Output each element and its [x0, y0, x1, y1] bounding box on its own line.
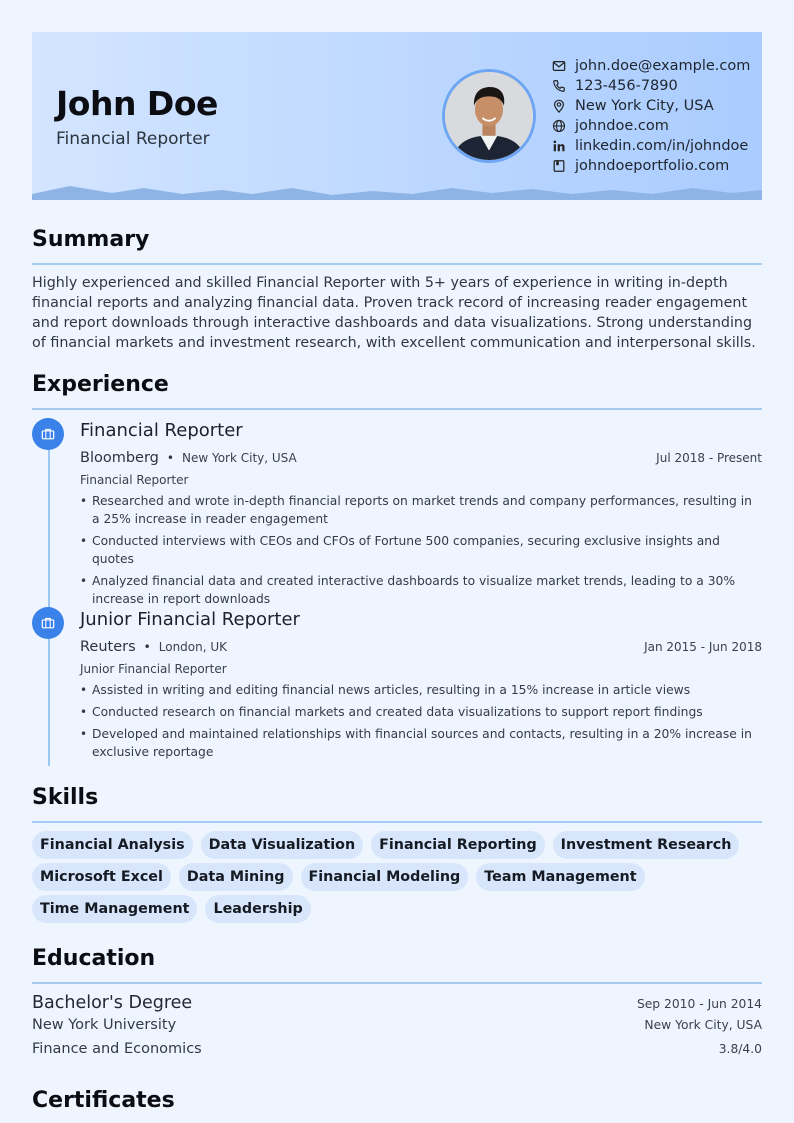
skill-chip: Time Management: [32, 895, 197, 923]
phone-icon: [552, 79, 566, 93]
skill-chip: Team Management: [476, 863, 644, 891]
job-bullet: • Researched and wrote in-depth financial reports on market trends and company performances, resulting in a 25% increase in reader engagement: [80, 492, 762, 528]
portfolio-icon: [552, 159, 566, 173]
education-field: Finance and Economics: [32, 1041, 202, 1057]
contact-list: [552, 56, 750, 176]
skill-chip: Financial Modeling: [301, 863, 469, 891]
job-bullet: • Developed and maintained relationships with financial sources and contacts, resulting in a 20% increase in exclusive reportage: [80, 725, 762, 761]
skill-chip: Microsoft Excel: [32, 863, 171, 891]
job-location: New York City, USA: [181, 451, 297, 465]
briefcase-icon: [41, 616, 55, 630]
education-divider: [32, 982, 762, 984]
contact-email-text: john.doe@example.com: [575, 58, 751, 74]
skills-divider: [32, 821, 762, 823]
candidate-role: Financial Reporter: [56, 129, 210, 149]
contact-phone-text: 123-456-7890: [575, 78, 678, 94]
education-school: New York University: [32, 1017, 177, 1033]
job-entry: [80, 418, 762, 612]
summary-heading: Summary: [32, 227, 150, 252]
summary-text: Highly experienced and skilled Financial Reporter with 5+ years of experience in writing in-depth financial reports and analyzing financial data. Proven track record of increasing reader engagement and report downloads through interactive dashboards and data visualizations. Strong understanding of financial markets and investment research, with excellent communication and interpersonal skills.: [32, 275, 756, 351]
job-bullet: • Conducted research on financial markets and created data visualizations to support report findings: [80, 703, 762, 721]
job-company: Reuters: [80, 639, 136, 655]
education-heading: Education: [32, 946, 156, 971]
education-entry: [32, 993, 762, 1065]
contact-location: [552, 96, 750, 116]
skill-chip: Data Visualization: [201, 831, 364, 859]
job-dates: Jul 2018 - Present: [656, 451, 762, 465]
education-gpa: 3.8/4.0: [718, 1042, 762, 1056]
job-subtitle: Financial Reporter: [80, 473, 189, 487]
header-wave-decoration: [32, 184, 762, 200]
skill-chip: Financial Reporting: [371, 831, 545, 859]
skills-heading: Skills: [32, 785, 99, 810]
education-dates: Sep 2010 - Jun 2014: [636, 997, 762, 1011]
job-entry: [80, 607, 762, 765]
contact-location-text: New York City, USA: [575, 98, 714, 114]
job-bullet: • Assisted in writing and editing financial news articles, resulting in a 15% increase in article views: [80, 681, 762, 699]
job-subtitle: Junior Financial Reporter: [80, 662, 227, 676]
education-row-field: [32, 1041, 762, 1065]
job-meta: [80, 444, 762, 470]
education-degree: Bachelor's Degree: [32, 993, 193, 1013]
job-bullet: • Analyzed financial data and created interactive dashboards to visualize market trends, leading to a 30% increase in report downloads: [80, 572, 762, 608]
job-meta-separator: •: [166, 451, 174, 465]
briefcase-icon: [41, 427, 55, 441]
mail-icon: [552, 59, 566, 73]
skill-chip: Data Mining: [179, 863, 293, 891]
job-meta: [80, 633, 762, 659]
globe-icon: [552, 119, 566, 133]
skills-list: [32, 831, 764, 927]
linkedin-icon: [552, 139, 566, 153]
experience-divider: [32, 408, 762, 410]
contact-website-text: johndoe.com: [575, 118, 669, 134]
summary-divider: [32, 263, 762, 265]
experience-heading: Experience: [32, 372, 169, 397]
contact-phone[interactable]: [552, 76, 750, 96]
job-meta-separator: •: [143, 640, 151, 654]
job-location: London, UK: [158, 640, 228, 654]
contact-linkedin[interactable]: [552, 136, 750, 156]
contact-portfolio[interactable]: [552, 156, 750, 176]
location-pin-icon: [552, 99, 566, 113]
resume-header: [32, 32, 762, 200]
education-row-school: [32, 1017, 762, 1041]
job-company: Bloomberg: [80, 450, 159, 466]
skill-chip: Financial Analysis: [32, 831, 193, 859]
profile-photo-image: [445, 72, 533, 160]
job-bullet: • Conducted interviews with CEOs and CFOs of Fortune 500 companies, securing exclusive insights and quotes: [80, 532, 762, 568]
experience-timeline: [48, 434, 50, 766]
job-2-briefcase-badge: [32, 607, 64, 639]
candidate-name: John Doe: [56, 84, 218, 123]
job-1-briefcase-badge: [32, 418, 64, 450]
profile-photo: [442, 69, 536, 163]
education-row-degree: [32, 993, 762, 1017]
contact-email[interactable]: [552, 56, 750, 76]
skill-chip: Leadership: [205, 895, 310, 923]
job-bullets: [80, 492, 762, 608]
contact-linkedin-text: linkedin.com/in/johndoe: [575, 138, 749, 154]
contact-website[interactable]: [552, 116, 750, 136]
certificates-heading: Certificates: [32, 1088, 175, 1113]
job-bullets: [80, 681, 762, 761]
education-location: New York City, USA: [644, 1018, 762, 1032]
skill-chip: Investment Research: [553, 831, 740, 859]
job-title: Junior Financial Reporter: [80, 609, 300, 630]
job-dates: Jan 2015 - Jun 2018: [644, 640, 762, 654]
job-title: Financial Reporter: [80, 420, 243, 441]
contact-portfolio-text: johndoeportfolio.com: [575, 158, 730, 174]
